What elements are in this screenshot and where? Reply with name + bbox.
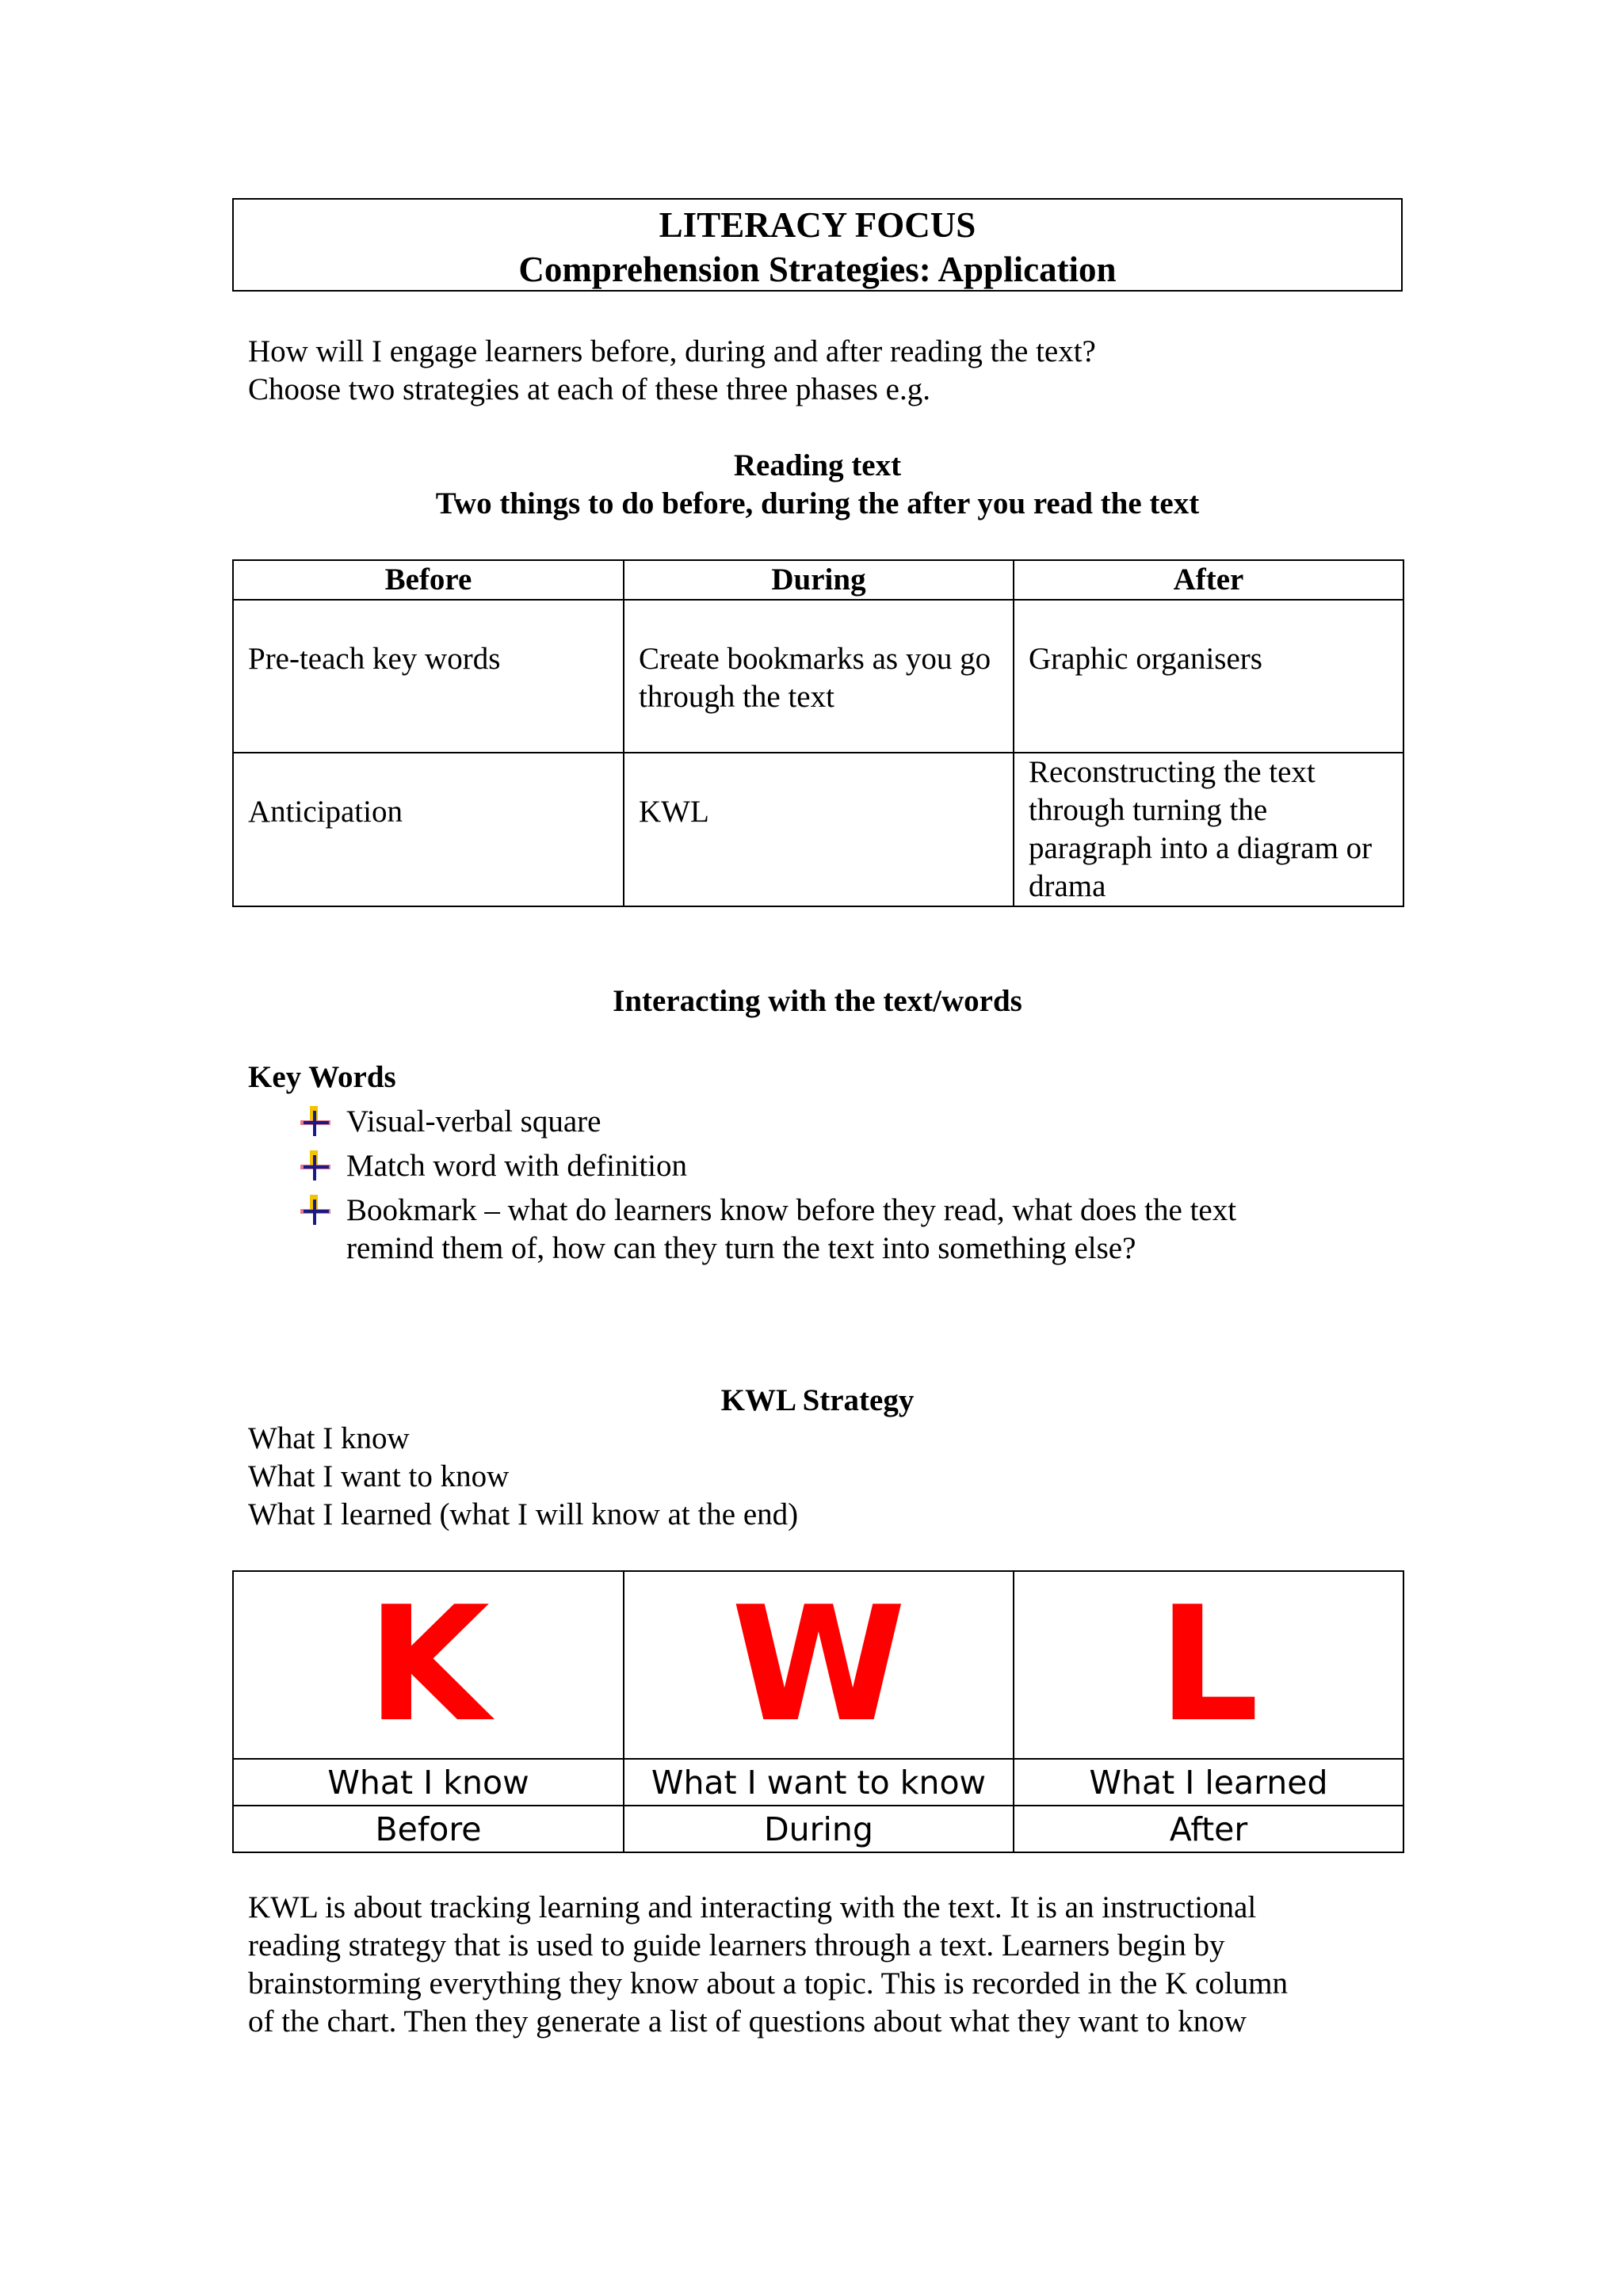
closing-line: brainstorming everything they know about a topic. This is recorded in the K column (248, 1966, 1289, 2000)
kwl-label: What I learned (1014, 1759, 1403, 1806)
bullet-icon (297, 1150, 334, 1182)
intro-line-2: Choose two strategies at each of these three phases e.g. (248, 372, 930, 406)
kwl-strategy-heading: KWL Strategy (720, 1383, 915, 1417)
kwl-phase: Before (233, 1806, 624, 1852)
bullet-icon (297, 1195, 334, 1226)
kwl-table (232, 1570, 1404, 1853)
kwl-phase: After (1014, 1806, 1403, 1852)
kwl-line-know: What I know (248, 1421, 410, 1455)
kwl-letter-l: L (1014, 1571, 1403, 1759)
page-title: LITERACY FOCUS (659, 205, 976, 245)
page-subtitle: Comprehension Strategies: Application (518, 250, 1117, 289)
kwl-letter-w: W (624, 1571, 1014, 1759)
intro-line-1: How will I engage learners before, during and after reading the text? (248, 334, 1096, 368)
kwl-label: What I want to know (624, 1759, 1014, 1806)
strategy-table (232, 559, 1404, 907)
reading-text-heading: Reading text (733, 448, 902, 482)
table-cell: Reconstructing the text through turning the paragraph into a diagram or drama (1014, 753, 1403, 906)
bullet-text: Bookmark – what do learners know before they read, what does the text (346, 1193, 1237, 1227)
kwl-label-row (233, 1759, 1403, 1806)
kwl-phase-row (233, 1806, 1403, 1852)
table-cell: Pre-teach key words (233, 600, 624, 753)
kwl-letter-k: K (233, 1571, 624, 1759)
header-before: Before (233, 560, 624, 600)
closing-line: reading strategy that is used to guide learners through a text. Learners begin by (248, 1928, 1225, 1962)
bullet-text: Match word with definition (346, 1149, 688, 1183)
closing-line: of the chart. Then they generate a list of questions about what they want to know (248, 2004, 1247, 2039)
table-cell: KWL (624, 753, 1014, 906)
closing-line: KWL is about tracking learning and interacting with the text. It is an instructional (248, 1890, 1257, 1924)
reading-text-subheading: Two things to do before, during the after you read the text (435, 486, 1200, 521)
header-after: After (1014, 560, 1403, 600)
kwl-line-want: What I want to know (248, 1459, 510, 1493)
key-words-heading: Key Words (248, 1060, 396, 1094)
table-cell: Create bookmarks as you go through the text (624, 600, 1014, 753)
header-during: During (624, 560, 1014, 600)
kwl-label: What I know (233, 1759, 624, 1806)
interacting-heading: Interacting with the text/words (613, 984, 1022, 1018)
title-box (232, 198, 1403, 292)
table-row (233, 753, 1403, 906)
table-cell: Graphic organisers (1014, 600, 1403, 753)
bullet-text-continuation: remind them of, how can they turn the text into something else? (346, 1231, 1136, 1265)
kwl-phase: During (624, 1806, 1014, 1852)
table-row (233, 600, 1403, 753)
bullet-text: Visual-verbal square (346, 1104, 601, 1138)
bullet-icon (297, 1106, 334, 1138)
table-cell: Anticipation (233, 753, 624, 906)
kwl-letter-row (233, 1571, 1403, 1759)
kwl-line-learned: What I learned (what I will know at the end) (248, 1497, 799, 1531)
strategy-table-header (233, 560, 1403, 600)
